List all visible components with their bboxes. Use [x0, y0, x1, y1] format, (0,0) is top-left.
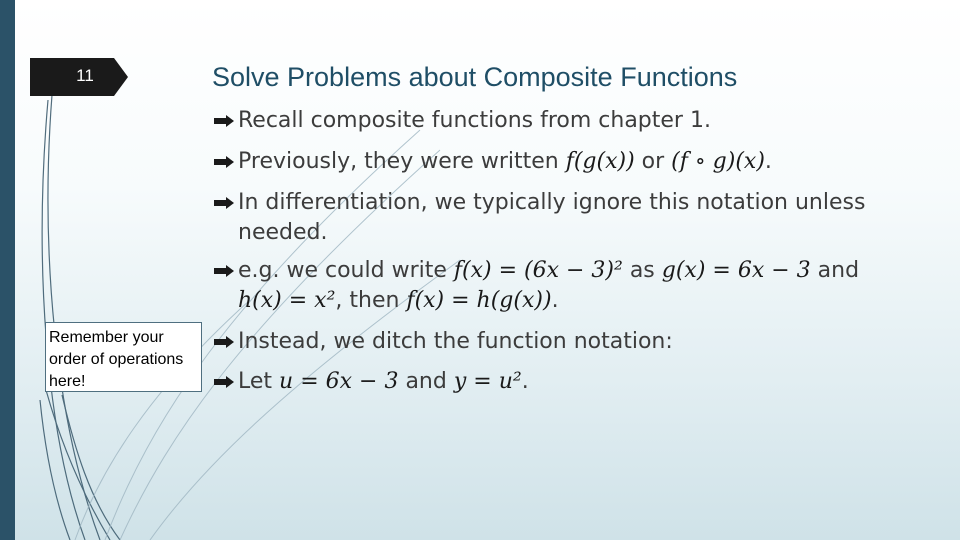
slide-title: Solve Problems about Composite Functions [212, 62, 738, 92]
math-expression: (f ∘ g)(x) [671, 149, 765, 174]
bullet-arrow-icon [214, 197, 234, 209]
bullet-text: Previously, they were written f(g(x)) or (f ∘ g)(x). [238, 149, 772, 174]
math-expression: f(x) = (6x − 3)² [453, 258, 623, 283]
bullet-arrow-icon [214, 115, 234, 127]
bullet-arrow-icon [214, 376, 234, 388]
math-expression: y = u² [453, 369, 522, 394]
bullet-arrow-icon [214, 336, 234, 348]
bullet-text: In differentiation, we typically ignore this notation unless needed. [238, 190, 866, 245]
bullet-arrow-icon [214, 265, 234, 277]
note-callout: Remember your order of operations here! [45, 322, 202, 392]
bullet-text: Let u = 6x − 3 and y = u². [238, 369, 529, 394]
math-expression: f(g(x)) [565, 149, 635, 174]
bullet-arrow-icon [214, 156, 234, 168]
math-expression: h(x) = x² [238, 288, 336, 313]
math-expression: u = 6x − 3 [279, 369, 399, 394]
math-expression: g(x) = 6x − 3 [661, 258, 811, 283]
slide-number: 11 [76, 66, 94, 85]
bullet-text: Recall composite functions from chapter 1. [238, 108, 711, 133]
math-expression: f(x) = h(g(x)) [406, 288, 552, 313]
bullet-text: e.g. we could write f(x) = (6x − 3)² as g(x) = 6x − 3 and h(x) = x², then f(x) = h(g(x)). [238, 258, 860, 313]
bullet-text: Instead, we ditch the function notation: [238, 329, 673, 354]
